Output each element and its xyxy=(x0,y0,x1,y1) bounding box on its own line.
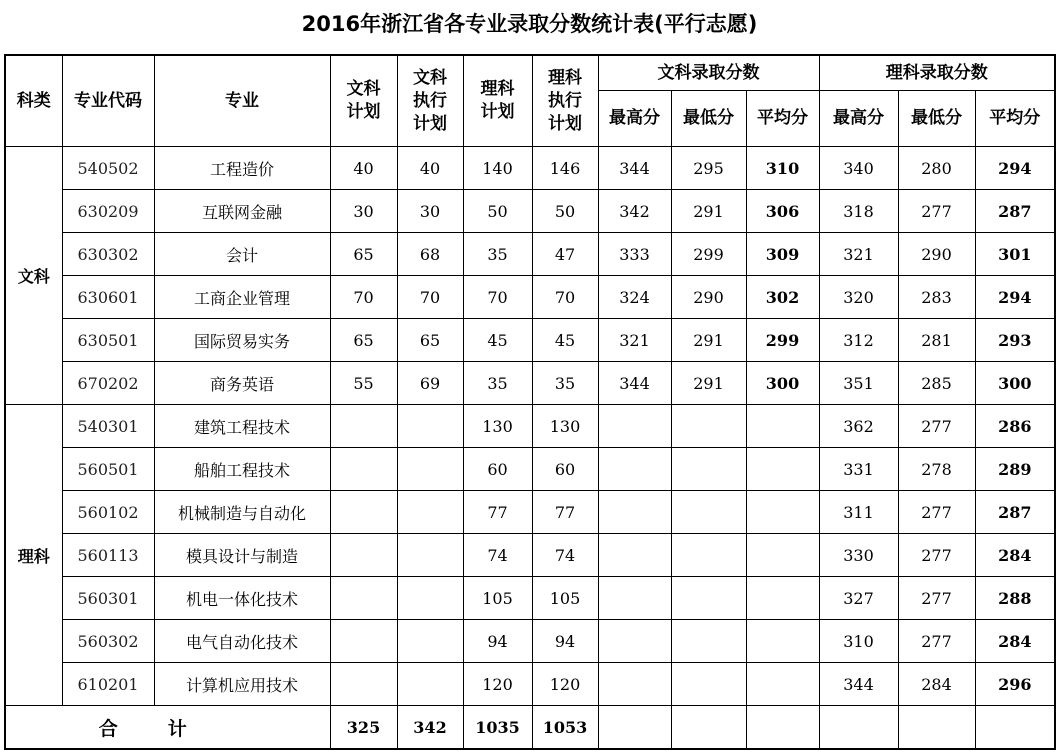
sci-exec-cell: 74 xyxy=(532,534,598,577)
table-row xyxy=(5,276,1055,319)
table-row xyxy=(5,362,1055,405)
table-row xyxy=(5,663,1055,706)
sci-max-cell: 320 xyxy=(819,276,898,319)
sci-max-cell: 318 xyxy=(819,190,898,233)
arts-avg-cell: 300 xyxy=(746,362,819,405)
major-cell: 工程造价 xyxy=(154,147,330,190)
arts-avg-cell xyxy=(746,405,819,448)
sci-min-cell: 283 xyxy=(898,276,975,319)
sci-exec-cell: 120 xyxy=(532,663,598,706)
sci-avg-cell: 287 xyxy=(975,190,1055,233)
header-sci-max: 最高分 xyxy=(819,91,898,147)
arts-plan-cell: 70 xyxy=(330,276,397,319)
table-row xyxy=(5,577,1055,620)
table-row xyxy=(5,233,1055,276)
category-cell: 理科 xyxy=(5,405,62,706)
arts-min-cell xyxy=(671,577,746,620)
sci-min-cell: 277 xyxy=(898,620,975,663)
total-arts-plan: 325 xyxy=(330,706,397,750)
sci-exec-cell: 146 xyxy=(532,147,598,190)
sci-exec-cell: 130 xyxy=(532,405,598,448)
total-sci-plan: 1035 xyxy=(463,706,532,750)
total-empty-cell xyxy=(975,706,1055,750)
sci-max-cell: 362 xyxy=(819,405,898,448)
sci-min-cell: 281 xyxy=(898,319,975,362)
sci-max-cell: 311 xyxy=(819,491,898,534)
sci-min-cell: 280 xyxy=(898,147,975,190)
arts-max-cell: 342 xyxy=(598,190,671,233)
sci-max-cell: 351 xyxy=(819,362,898,405)
major-cell: 机电一体化技术 xyxy=(154,577,330,620)
header-major: 专业 xyxy=(154,55,330,147)
arts-exec-cell xyxy=(397,663,463,706)
table-row xyxy=(5,491,1055,534)
table-row xyxy=(5,620,1055,663)
arts-avg-cell xyxy=(746,448,819,491)
arts-avg-cell xyxy=(746,663,819,706)
arts-avg-cell: 310 xyxy=(746,147,819,190)
total-row xyxy=(5,706,1055,750)
sci-max-cell: 344 xyxy=(819,663,898,706)
major-cell: 建筑工程技术 xyxy=(154,405,330,448)
total-empty-cell xyxy=(671,706,746,750)
major-cell: 商务英语 xyxy=(154,362,330,405)
sci-exec-cell: 35 xyxy=(532,362,598,405)
sci-exec-cell: 105 xyxy=(532,577,598,620)
sci-plan-cell: 35 xyxy=(463,233,532,276)
code-cell: 560102 xyxy=(62,491,154,534)
arts-plan-cell xyxy=(330,491,397,534)
sci-plan-cell: 120 xyxy=(463,663,532,706)
arts-plan-cell xyxy=(330,534,397,577)
sci-exec-cell: 94 xyxy=(532,620,598,663)
code-cell: 610201 xyxy=(62,663,154,706)
sci-max-cell: 312 xyxy=(819,319,898,362)
arts-exec-cell xyxy=(397,491,463,534)
sci-max-cell: 310 xyxy=(819,620,898,663)
sci-avg-cell: 284 xyxy=(975,620,1055,663)
arts-avg-cell xyxy=(746,491,819,534)
header-sci-scores: 理科录取分数 xyxy=(819,55,1055,91)
code-cell: 540301 xyxy=(62,405,154,448)
arts-avg-cell: 309 xyxy=(746,233,819,276)
header-arts-max: 最高分 xyxy=(598,91,671,147)
code-cell: 630302 xyxy=(62,233,154,276)
arts-min-cell: 291 xyxy=(671,362,746,405)
arts-min-cell: 295 xyxy=(671,147,746,190)
arts-min-cell: 291 xyxy=(671,319,746,362)
header-code: 专业代码 xyxy=(62,55,154,147)
arts-min-cell xyxy=(671,491,746,534)
sci-plan-cell: 45 xyxy=(463,319,532,362)
major-cell: 国际贸易实务 xyxy=(154,319,330,362)
header-sci-avg: 平均分 xyxy=(975,91,1055,147)
table-row xyxy=(5,405,1055,448)
arts-exec-cell: 68 xyxy=(397,233,463,276)
arts-min-cell xyxy=(671,405,746,448)
total-empty-cell xyxy=(819,706,898,750)
arts-exec-cell: 70 xyxy=(397,276,463,319)
table-row xyxy=(5,147,1055,190)
code-cell: 630501 xyxy=(62,319,154,362)
header-arts-exec-plan: 文科执行计划 xyxy=(397,55,463,147)
arts-max-cell xyxy=(598,491,671,534)
code-cell: 560302 xyxy=(62,620,154,663)
code-cell: 540502 xyxy=(62,147,154,190)
sci-exec-cell: 77 xyxy=(532,491,598,534)
major-cell: 船舶工程技术 xyxy=(154,448,330,491)
arts-plan-cell xyxy=(330,620,397,663)
arts-exec-cell xyxy=(397,448,463,491)
arts-max-cell xyxy=(598,534,671,577)
major-cell: 机械制造与自动化 xyxy=(154,491,330,534)
arts-plan-cell: 30 xyxy=(330,190,397,233)
arts-plan-cell xyxy=(330,663,397,706)
sci-max-cell: 331 xyxy=(819,448,898,491)
arts-plan-cell xyxy=(330,405,397,448)
category-cell: 文科 xyxy=(5,147,62,405)
arts-exec-cell: 40 xyxy=(397,147,463,190)
arts-avg-cell xyxy=(746,534,819,577)
total-arts-exec: 342 xyxy=(397,706,463,750)
total-label: 合计 xyxy=(98,717,237,740)
arts-avg-cell xyxy=(746,620,819,663)
arts-exec-cell: 65 xyxy=(397,319,463,362)
header-arts-min: 最低分 xyxy=(671,91,746,147)
sci-exec-cell: 45 xyxy=(532,319,598,362)
total-empty-cell xyxy=(598,706,671,750)
arts-max-cell: 344 xyxy=(598,362,671,405)
arts-exec-cell xyxy=(397,577,463,620)
arts-plan-cell: 40 xyxy=(330,147,397,190)
arts-min-cell xyxy=(671,663,746,706)
sci-plan-cell: 70 xyxy=(463,276,532,319)
header-sci-exec-plan: 理科执行计划 xyxy=(532,55,598,147)
arts-max-cell: 324 xyxy=(598,276,671,319)
arts-exec-cell xyxy=(397,620,463,663)
arts-max-cell: 333 xyxy=(598,233,671,276)
sci-plan-cell: 50 xyxy=(463,190,532,233)
major-cell: 互联网金融 xyxy=(154,190,330,233)
arts-max-cell xyxy=(598,663,671,706)
table-row xyxy=(5,448,1055,491)
sci-max-cell: 340 xyxy=(819,147,898,190)
total-empty-cell xyxy=(898,706,975,750)
sci-avg-cell: 294 xyxy=(975,276,1055,319)
sci-exec-cell: 47 xyxy=(532,233,598,276)
sci-min-cell: 277 xyxy=(898,190,975,233)
major-cell: 计算机应用技术 xyxy=(154,663,330,706)
arts-min-cell xyxy=(671,448,746,491)
arts-plan-cell: 65 xyxy=(330,319,397,362)
arts-max-cell: 344 xyxy=(598,147,671,190)
code-cell: 670202 xyxy=(62,362,154,405)
sci-plan-cell: 94 xyxy=(463,620,532,663)
sci-avg-cell: 294 xyxy=(975,147,1055,190)
sci-exec-cell: 50 xyxy=(532,190,598,233)
header-arts-scores: 文科录取分数 xyxy=(598,55,819,91)
sci-avg-cell: 301 xyxy=(975,233,1055,276)
sci-min-cell: 277 xyxy=(898,405,975,448)
arts-exec-cell: 30 xyxy=(397,190,463,233)
code-cell: 630209 xyxy=(62,190,154,233)
major-cell: 电气自动化技术 xyxy=(154,620,330,663)
sci-min-cell: 290 xyxy=(898,233,975,276)
sci-plan-cell: 77 xyxy=(463,491,532,534)
arts-avg-cell: 302 xyxy=(746,276,819,319)
sci-max-cell: 330 xyxy=(819,534,898,577)
code-cell: 560301 xyxy=(62,577,154,620)
sci-min-cell: 277 xyxy=(898,491,975,534)
major-cell: 会计 xyxy=(154,233,330,276)
sci-avg-cell: 296 xyxy=(975,663,1055,706)
sci-plan-cell: 60 xyxy=(463,448,532,491)
arts-min-cell xyxy=(671,534,746,577)
arts-max-cell xyxy=(598,620,671,663)
arts-max-cell xyxy=(598,577,671,620)
sci-avg-cell: 288 xyxy=(975,577,1055,620)
arts-avg-cell xyxy=(746,577,819,620)
sci-min-cell: 285 xyxy=(898,362,975,405)
header-sci-min: 最低分 xyxy=(898,91,975,147)
sci-avg-cell: 284 xyxy=(975,534,1055,577)
arts-avg-cell: 299 xyxy=(746,319,819,362)
arts-min-cell: 299 xyxy=(671,233,746,276)
arts-plan-cell: 55 xyxy=(330,362,397,405)
sci-avg-cell: 286 xyxy=(975,405,1055,448)
code-cell: 630601 xyxy=(62,276,154,319)
arts-min-cell: 291 xyxy=(671,190,746,233)
header-category: 科类 xyxy=(5,55,62,147)
arts-min-cell xyxy=(671,620,746,663)
major-cell: 模具设计与制造 xyxy=(154,534,330,577)
sci-exec-cell: 70 xyxy=(532,276,598,319)
sci-max-cell: 327 xyxy=(819,577,898,620)
sci-avg-cell: 289 xyxy=(975,448,1055,491)
page-title: 2016年浙江省各专业录取分数统计表(平行志愿) xyxy=(301,12,758,36)
sci-avg-cell: 287 xyxy=(975,491,1055,534)
table-row xyxy=(5,534,1055,577)
arts-plan-cell xyxy=(330,448,397,491)
sci-plan-cell: 74 xyxy=(463,534,532,577)
arts-max-cell xyxy=(598,448,671,491)
arts-min-cell: 290 xyxy=(671,276,746,319)
arts-max-cell: 321 xyxy=(598,319,671,362)
arts-plan-cell xyxy=(330,577,397,620)
header-arts-plan: 文科计划 xyxy=(330,55,397,147)
major-cell: 工商企业管理 xyxy=(154,276,330,319)
sci-exec-cell: 60 xyxy=(532,448,598,491)
arts-plan-cell: 65 xyxy=(330,233,397,276)
table-row xyxy=(5,190,1055,233)
sci-min-cell: 284 xyxy=(898,663,975,706)
total-label-cell xyxy=(5,706,330,750)
sci-min-cell: 277 xyxy=(898,534,975,577)
arts-exec-cell xyxy=(397,405,463,448)
arts-exec-cell: 69 xyxy=(397,362,463,405)
sci-avg-cell: 300 xyxy=(975,362,1055,405)
sci-plan-cell: 130 xyxy=(463,405,532,448)
sci-plan-cell: 105 xyxy=(463,577,532,620)
arts-exec-cell xyxy=(397,534,463,577)
code-cell: 560113 xyxy=(62,534,154,577)
total-sci-exec: 1053 xyxy=(532,706,598,750)
sci-min-cell: 278 xyxy=(898,448,975,491)
sci-avg-cell: 293 xyxy=(975,319,1055,362)
total-empty-cell xyxy=(746,706,819,750)
sci-min-cell: 277 xyxy=(898,577,975,620)
header-sci-plan: 理科计划 xyxy=(463,55,532,147)
score-table xyxy=(4,54,1056,750)
arts-max-cell xyxy=(598,405,671,448)
table-row xyxy=(5,319,1055,362)
header-arts-avg: 平均分 xyxy=(746,91,819,147)
sci-plan-cell: 140 xyxy=(463,147,532,190)
sci-max-cell: 321 xyxy=(819,233,898,276)
code-cell: 560501 xyxy=(62,448,154,491)
arts-avg-cell: 306 xyxy=(746,190,819,233)
sci-plan-cell: 35 xyxy=(463,362,532,405)
